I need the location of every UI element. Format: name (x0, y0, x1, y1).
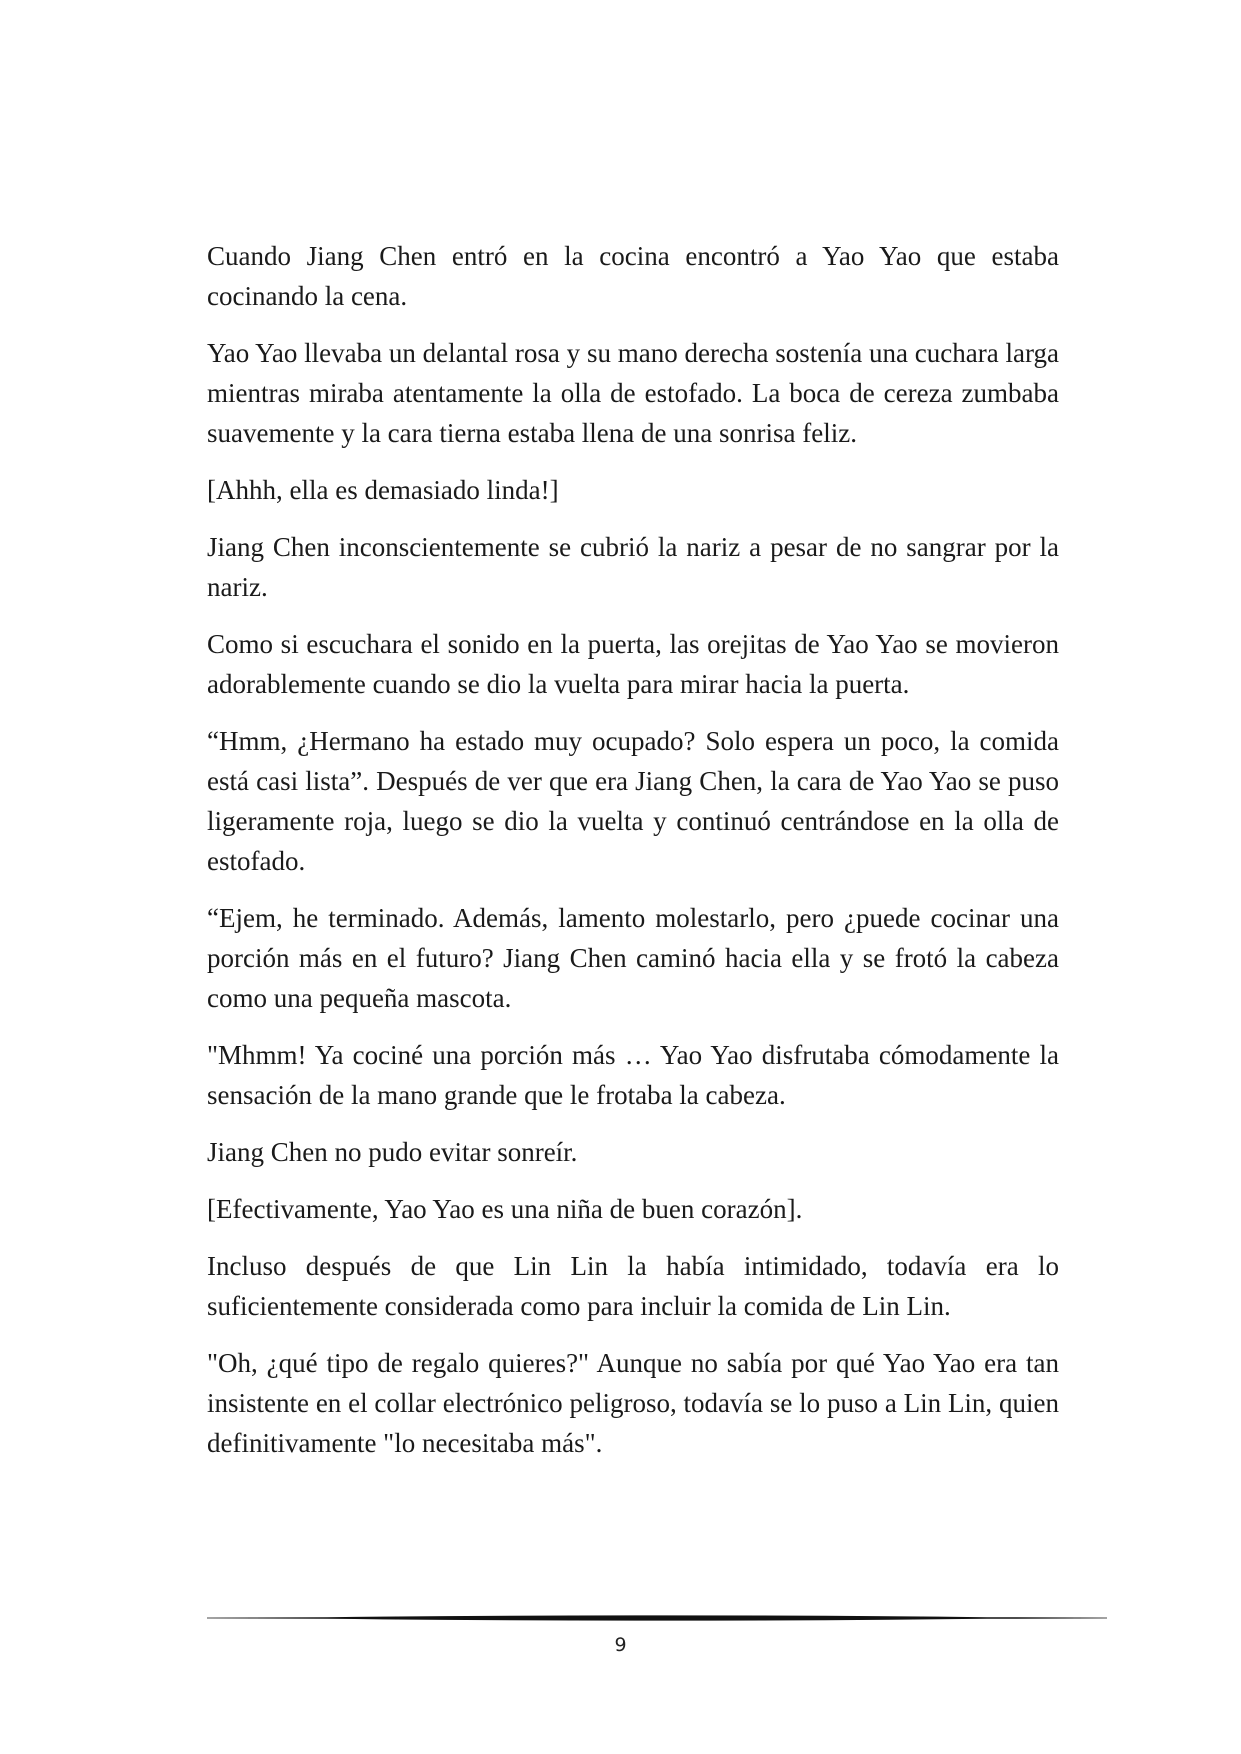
paragraph-7: “Ejem, he terminado. Además, lamento molestarlo, pero ¿puede cocinar una porción más en el futuro? Jiang Chen caminó hacia ella y se frotó la cabeza como una pequeña mascota. (207, 903, 1059, 1013)
paragraph-5: Como si escuchara el sonido en la puerta, las orejitas de Yao Yao se movieron adorablemente cuando se dio la vuelta para mirar hacia la puerta. (207, 629, 1059, 699)
paragraph-9: Jiang Chen no pudo evitar sonreír. (207, 1137, 578, 1167)
paragraph-10: [Efectivamente, Yao Yao es una niña de buen corazón]. (207, 1194, 803, 1224)
paragraph-4: Jiang Chen inconscientemente se cubrió la nariz a pesar de no sangrar por la nariz. (207, 532, 1059, 602)
footer-divider (207, 1612, 1107, 1624)
paragraph-12: "Oh, ¿qué tipo de regalo quieres?" Aunque no sabía por qué Yao Yao era tan insistente en el collar electrónico peligroso, todavía se lo puso a Lin Lin, quien definitivamente "lo necesitaba más". (207, 1348, 1059, 1458)
page-number: 9 (614, 1634, 627, 1656)
paragraph-11: Incluso después de que Lin Lin la había intimidado, todavía era lo suficientemente considerada como para incluir la comida de Lin Lin. (207, 1251, 1059, 1321)
paragraph-2: Yao Yao llevaba un delantal rosa y su mano derecha sostenía una cuchara larga mientras miraba atentamente la olla de estofado. La boca de cereza zumbaba suavemente y la cara tierna estaba llena de una sonrisa feliz. (207, 338, 1059, 448)
paragraph-8: "Mhmm! Ya cociné una porción más … Yao Yao disfrutaba cómodamente la sensación de la mano grande que le frotaba la cabeza. (207, 1040, 1059, 1110)
paragraph-6: “Hmm, ¿Hermano ha estado muy ocupado? Solo espera un poco, la comida está casi lista”. Después de ver que era Jiang Chen, la cara de Yao Yao se puso ligeramente roja, luego se dio la vuelta y continuó centrándose en la olla de estofado. (207, 726, 1059, 876)
paragraph-3: [Ahhh, ella es demasiado linda!] (207, 475, 559, 505)
body-text (207, 236, 1059, 1480)
paragraph-1: Cuando Jiang Chen entró en la cocina encontró a Yao Yao que estaba cocinando la cena. (207, 241, 1059, 311)
